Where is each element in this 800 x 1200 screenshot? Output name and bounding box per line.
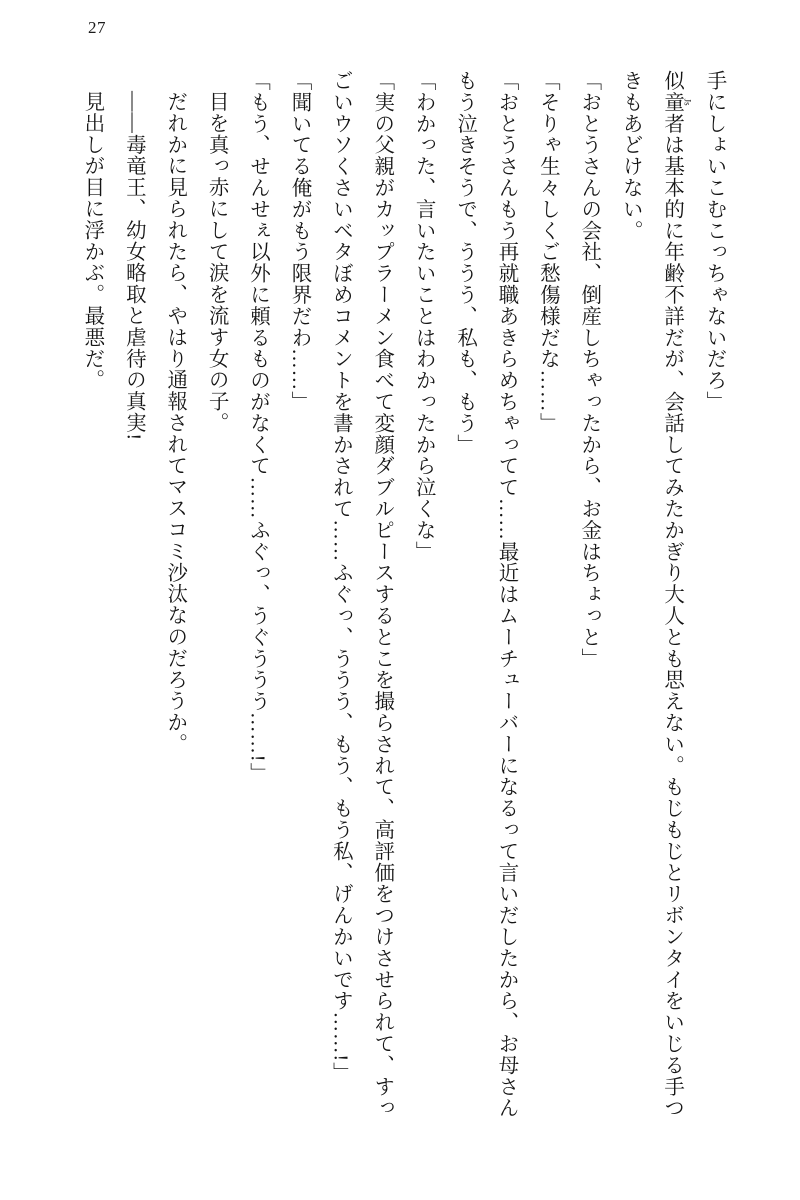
paragraph: 目を真っ赤にして涙を流す女の子。 bbox=[205, 90, 228, 433]
paragraph: ――毒竜王、幼女略取と虐待の真実! bbox=[122, 90, 145, 441]
ruby-reading: Js bbox=[682, 70, 693, 135]
paragraph: 見出しが目に浮かぶ。最悪だ。 bbox=[80, 90, 103, 391]
paragraph: 「わかった、言いたいことはわかったから泣くな」 bbox=[412, 70, 435, 563]
paragraph: 「もう、せんせぇ以外に頼るものがなくて……ふぐっ、うぐううう……!」 bbox=[246, 70, 269, 784]
paragraph: だれかに見られたら、やはり通報されてマスコミ沙汰なのだろうか。 bbox=[163, 90, 186, 754]
paragraph: 「そりゃ生々しくご愁傷様だな……」 bbox=[536, 70, 559, 434]
ruby-annotated-word: 似童者 Js bbox=[660, 70, 693, 135]
paragraph: 「おとうさんもう再就職あきらめちゃってて……最近はムーチューバーになるって言いだしたから、お母さんもう泣きそうで、ううう、私も、もう」 bbox=[453, 70, 517, 1119]
paragraph: 「聞いてる俺がもう限界だわ……」 bbox=[287, 70, 310, 413]
vertical-text-body bbox=[74, 70, 734, 1130]
paragraph: 手にしょいこむこっちゃないだろ」 bbox=[703, 70, 725, 413]
paragraph: 「実の父親がカップラーメン食べて変顔ダブルピースするとこを撮らされて、高評価をつけさせられて、すっごいウソくさいベタぼめコメントを書かされて……ふぐっ、ううう、もう、もう私、げんかいです……!」 bbox=[329, 70, 393, 1119]
paragraph: 似童者 Jsは基本的に年齢不詳だが、会話してみたかぎり大人とも思えない。もじもじとリボンタイをいじる手つきもあどけない。 bbox=[619, 70, 693, 1119]
page-number: 27 bbox=[88, 18, 106, 37]
paragraph: 「おとうさんの会社、倒産しちゃったから、お金はちょっと」 bbox=[577, 70, 600, 670]
